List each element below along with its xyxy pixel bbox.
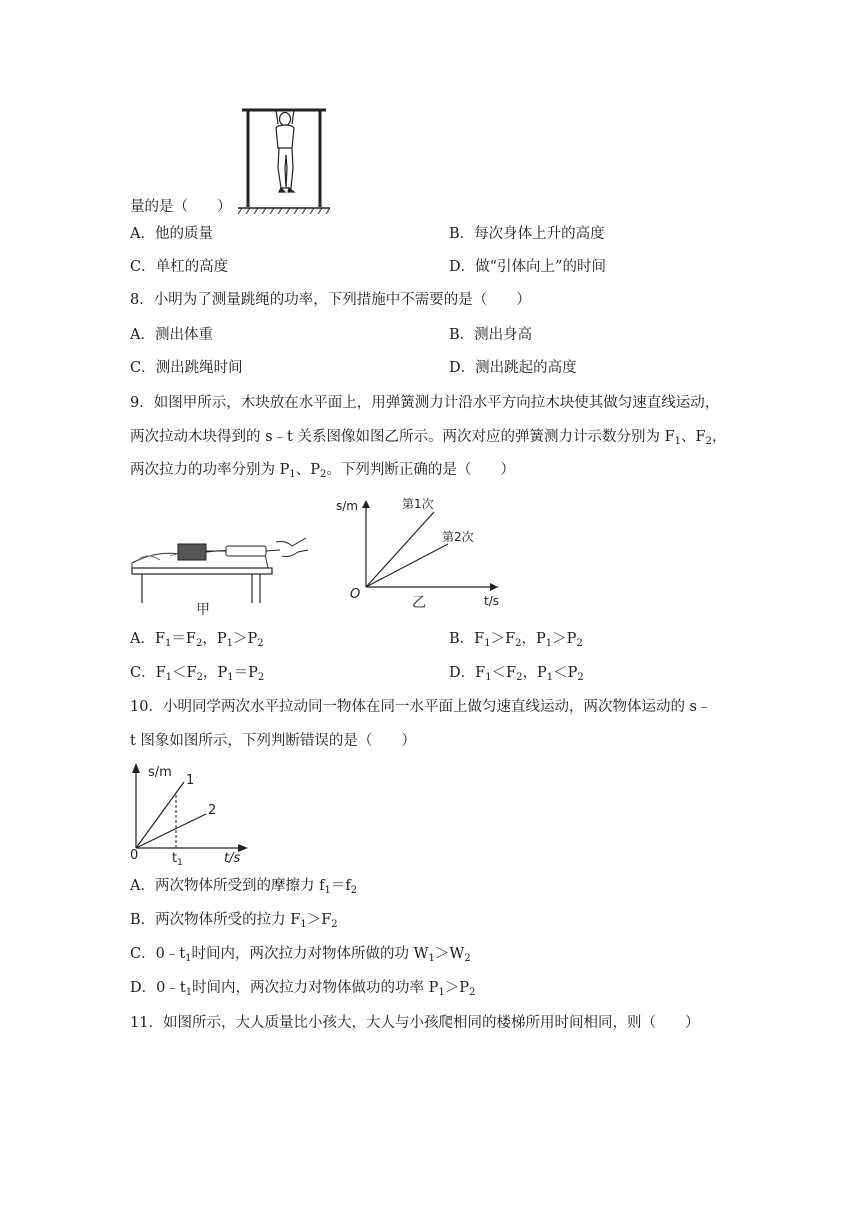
q7-option-a[interactable]: A．他的质量 [130, 226, 213, 242]
q10-line-2 [136, 814, 206, 848]
q11-stem: 11．如图所示，大人质量比小孩大，大人与小孩爬相同的楼梯所用时间相同，则（ ） [130, 1015, 700, 1031]
yi-y-axis-label: s/m [336, 499, 358, 513]
yi-series-1: 第1次 [402, 497, 434, 511]
q10-y-axis-label: s/m [148, 765, 172, 780]
yi-line-1 [366, 512, 434, 587]
q8-option-a[interactable]: A．测出体重 [130, 327, 213, 343]
q8-option-d[interactable]: D．测出跳起的高度 [449, 360, 577, 376]
q10-series-2: 2 [208, 803, 217, 818]
q7-stem-tail: 量的是（ ） [130, 199, 232, 215]
yi-figure-label: 乙 [412, 595, 426, 610]
yi-line-2 [366, 544, 448, 587]
q10-stem-line1: 10．小明同学两次水平拉动同一物体在同一水平面上做匀速直线运动，两次物体运动的 s﹣ [130, 699, 712, 715]
q10-stem-line2: t 图象如图所示，下列判断错误的是（ ） [130, 733, 416, 749]
q8-option-b[interactable]: B．测出身高 [449, 327, 533, 343]
fig-jia-label: 甲 [196, 602, 210, 618]
pullup-figure [238, 100, 330, 216]
q10-series-1: 1 [186, 773, 195, 788]
q10-option-a[interactable]: A．两次物体所受到的摩擦力 $f_1=f_2$ [130, 878, 358, 896]
q7-option-c[interactable]: C．单杠的高度 [130, 259, 229, 275]
q10-option-d[interactable]: D．$0﹣t_1$时间内，两次拉力对物体做功的功率 $P_1>P_2$ [130, 980, 476, 998]
q10-option-c[interactable]: C．$0﹣t_1$时间内，两次拉力对物体所做的功 $W_1>W_2$ [130, 946, 471, 964]
q10-figure [126, 760, 256, 868]
q10-option-b[interactable]: B．两次物体所受的拉力 $F_1>F_2$ [130, 912, 338, 930]
q9-option-d[interactable]: D．$F_1<F_2$，$P_1<P_2$ [449, 665, 584, 683]
q9-option-b[interactable]: B．$F_1>F_2$，$P_1>P_2$ [449, 631, 583, 649]
q10-origin: 0 [130, 848, 139, 863]
q7-option-d[interactable]: D．做“引体向上”的时间 [449, 259, 606, 275]
yi-x-axis-label: t/s [484, 594, 499, 608]
q9-stem-line1: 9．如图甲所示，木块放在水平面上，用弹簧测力计沿水平方向拉木块使其做匀速直线运动， [130, 395, 720, 411]
q9-figure-jia [130, 528, 310, 620]
q10-t1-label: $t_1$ [172, 851, 183, 868]
q10-x-axis-label: t/s [224, 851, 241, 866]
q7-option-b[interactable]: B．每次身体上升的高度 [449, 226, 605, 242]
q8-stem: 8．小明为了测量跳绳的功率，下列措施中不需要的是（ ） [130, 292, 531, 308]
q8-option-c[interactable]: C．测出跳绳时间 [130, 360, 243, 376]
q9-option-c[interactable]: C．$F_1<F_2$，$P_1=P_2$ [130, 665, 265, 683]
q10-line-1 [136, 782, 184, 848]
q9-stem-line2: 两次拉动木块得到的 s﹣t 关系图像如图乙所示。两次对应的弹簧测力计示数分别为 $F_1$、$F_2$， [130, 429, 727, 447]
yi-series-2: 第2次 [442, 530, 474, 544]
q9-option-a[interactable]: A．$F_1=F_2$，$P_1>P_2$ [130, 631, 264, 649]
yi-origin: O [350, 587, 361, 602]
q9-stem-line3: 两次拉力的功率分别为 $P_1$、$P_2$。下列判断正确的是（ ） [130, 462, 515, 480]
q9-figure-yi [330, 492, 510, 610]
